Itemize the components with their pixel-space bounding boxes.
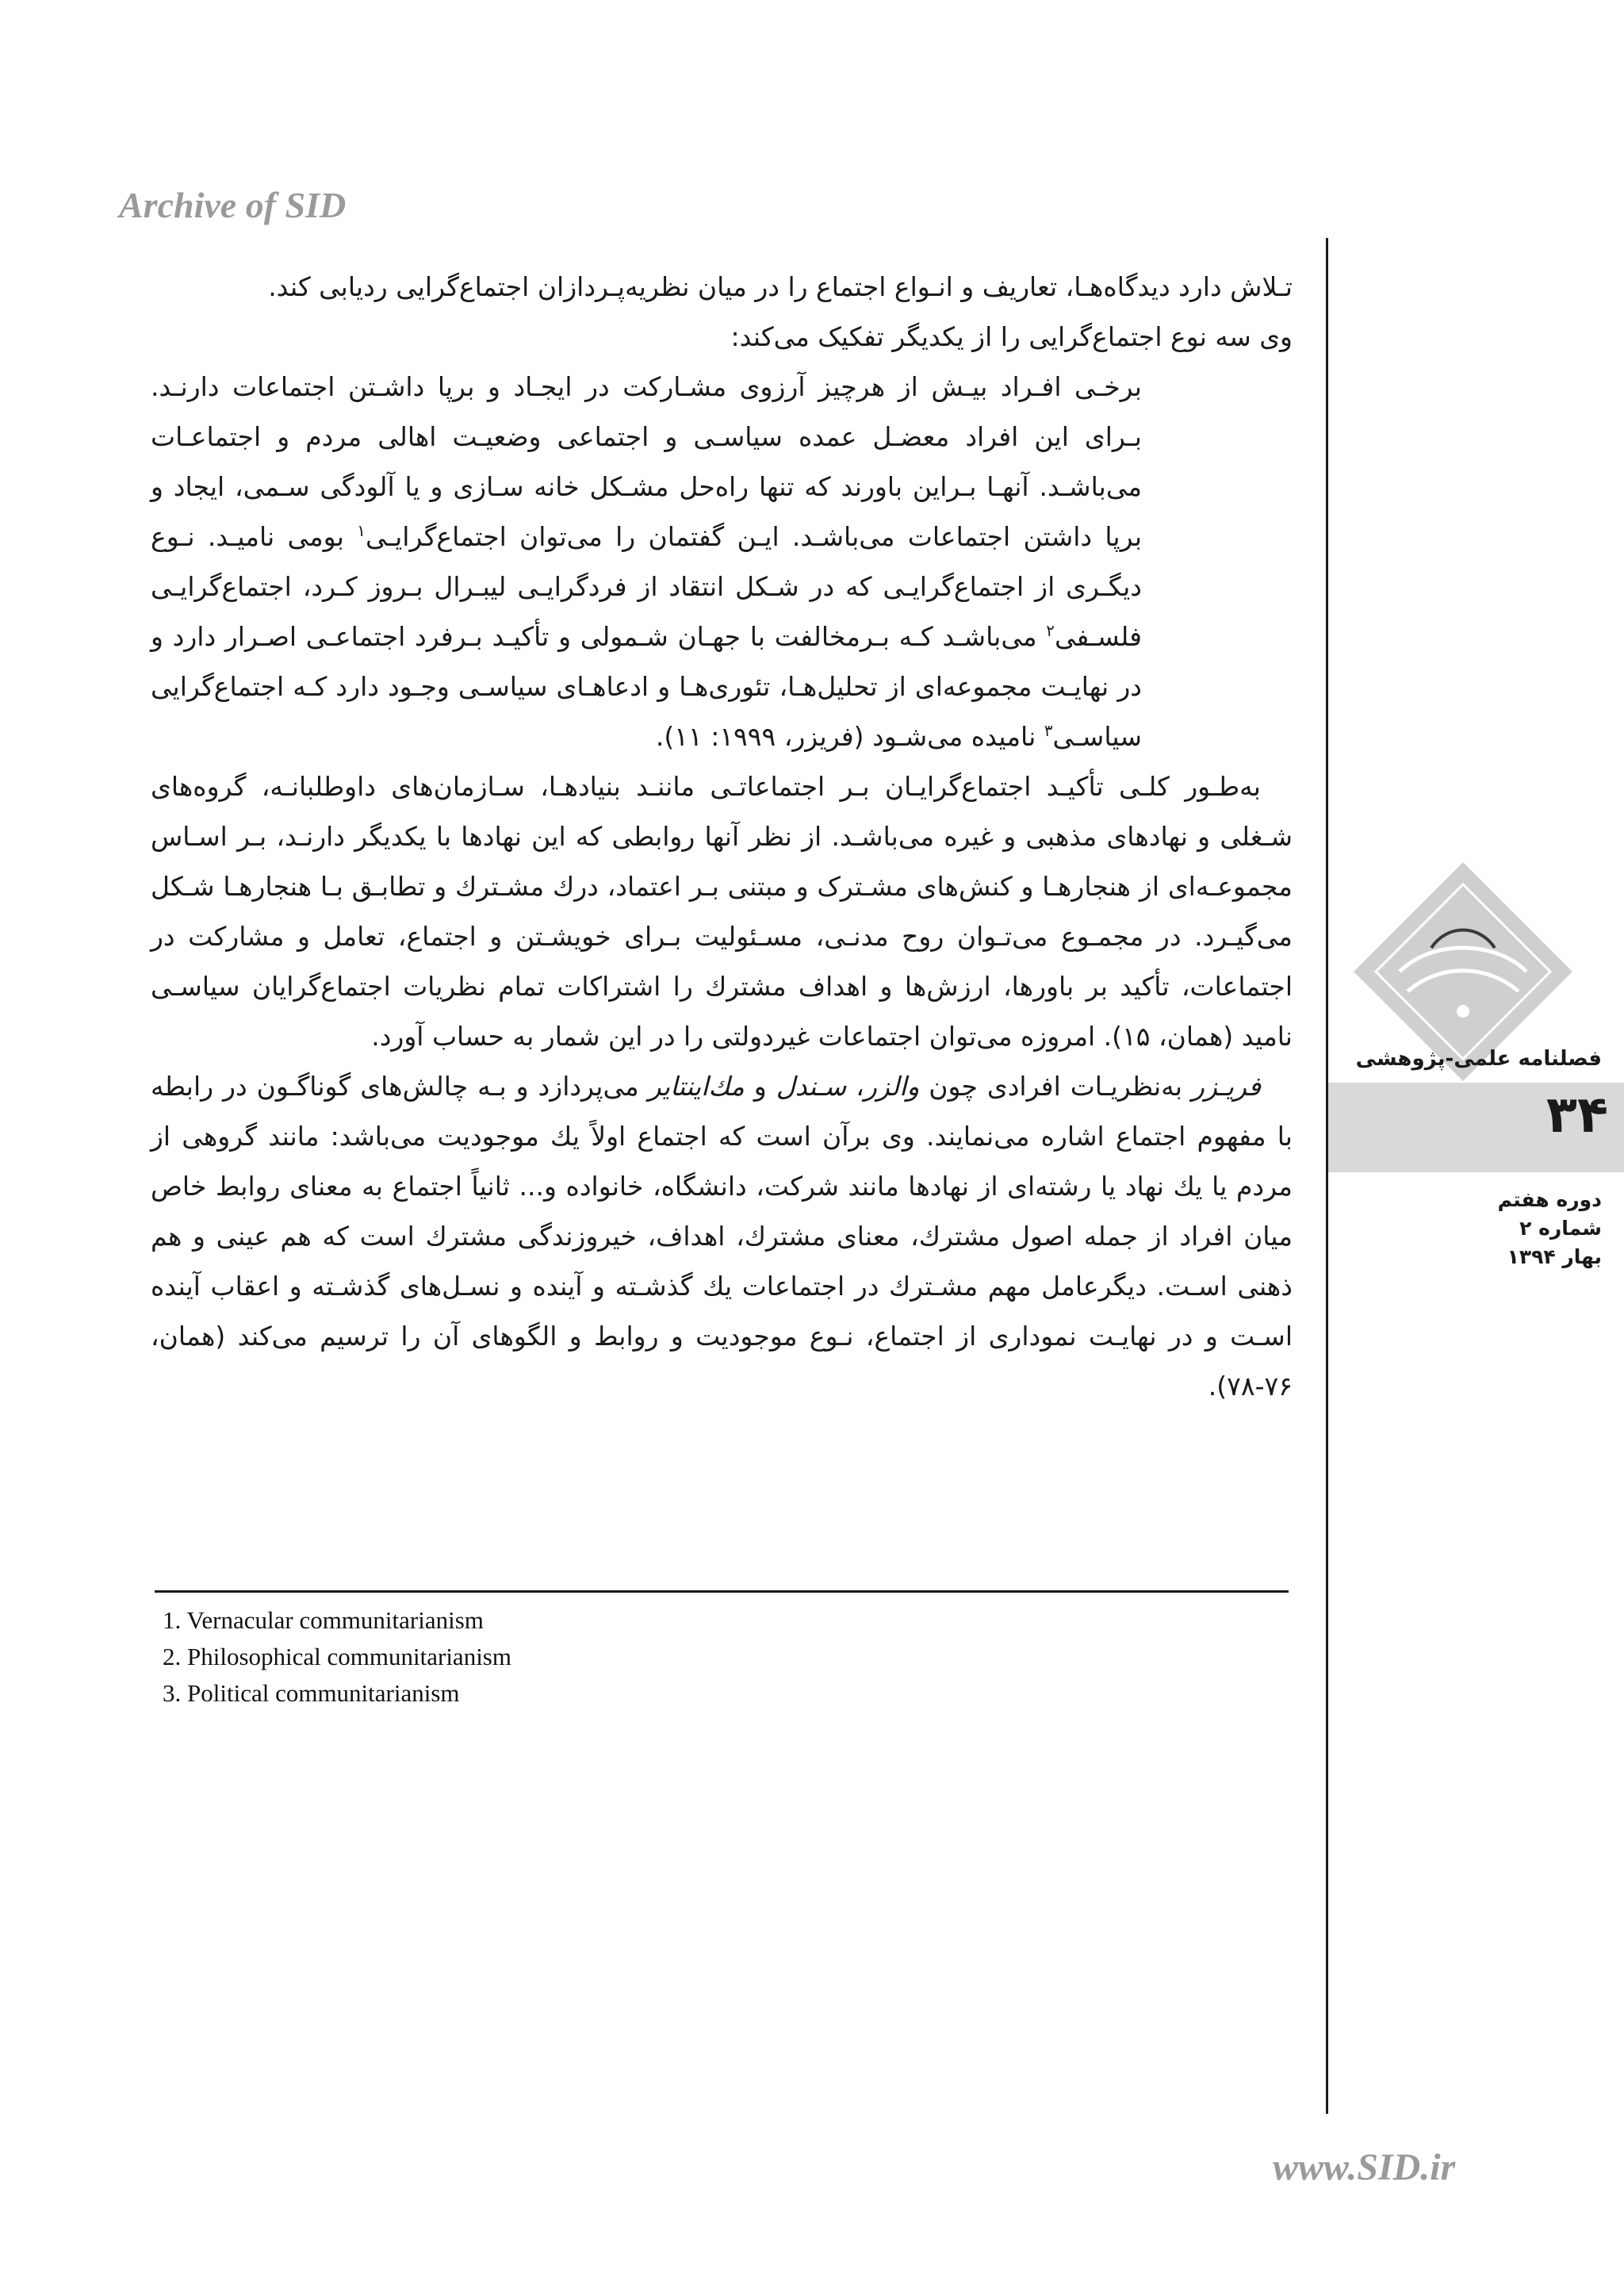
main-text-column [151, 262, 1293, 1411]
paragraph-2: به‌طـور کلـی تأکیـد اجتماع‌گرایـان بـر اجتماعاتـی ماننـد بنیادهـا، سـازمان‌های داوطلبانـه، گروه‌های شـغلی و نهادهای مذهبی و غیره می‌باشـد. از نظر آنها روابطی که این نهادها با یکدیگر دارنـد، بـر اسـاس مجموعـه‌ای از هنجارهـا و کنش‌های مشـترک و مبتنی بـر اعتماد، درك مشـترك و تطابـق بـا هنجارهـا شـکل می‌گیـرد. در مجمـوع می‌تـوان روح مدنـی، مسـئولیت بـرای خویشـتن و اجتماع، تعامل و مشارکت در اجتماعات، تأکید بر باورها، ارزش‌ها و اهداف مشترك را اشتراکات تمام نظریات اجتماع‌گرایان سیاسـی نامید (همان، ۱۵). امروزه می‌توان اجتماعات غیردولتی را در این شمار به حساب آورد. [151, 771, 1293, 1052]
sidebar-divider [1326, 238, 1328, 2114]
footnote-2: 2. Philosophical communitarianism [163, 1643, 511, 1670]
page-number-box [1328, 1083, 1624, 1172]
season: بهار ۱۳۹۴ [1507, 1245, 1602, 1268]
name-fraser: فریـزر [1192, 1071, 1262, 1102]
quote-part-d: نامیده می‌شـود (فریزر، ۱۹۹۹: ۱۱). [655, 721, 1044, 752]
quote-part-a: برخـی افـراد بیـش از هرچیز آرزوی مشـارکت در ایجـاد و برپا داشـتن اجتماعات دارنـد. بـرای این افراد معضـل عمده سیاسـی و اجتماعی وضعیـت اهالی مردم و اجتماعـات می‌باشـد. آنهـا بـراین باورند که تنها راه‌حل مشـکل خانه سـازی و یا آلودگی سـمی، ایجاد و برپا داشتن اجتماعات می‌باشـد. ایـن گفتمان را می‌توان اجتماع‌گرایـی [151, 371, 1143, 552]
footnote-marker-1: ۱ [357, 521, 366, 540]
footnote-1: 1. Vernacular communitarianism [163, 1606, 484, 1634]
intro-line-1: تـلاش دارد دیدگاه‌هـا، تعاریف و انـواع اجتماع را در میان نظریه‌پـردازان اجتماع‌گرایی ردیابی کند. [268, 271, 1293, 302]
footnote-marker-3: ۳ [1044, 721, 1053, 740]
paragraph-3-part-b: می‌پردازد و بـه چالش‌های گوناگـون در رابطه با مفهوم اجتماع اشاره می‌نمایند. وی برآن است که اجتماع اولاً یك موجودیت می‌باشد: مانند گروهی از مردم یا یك نهاد یا رشته‌ای از نهادها مانند شرکت، دانشگاه، خانواده و... ثانیاً اجتماع به معنای روابط خاص میان افراد از جمله اصول مشترك، معنای مشترك، اهداف، خیروزندگی مشترك است که هم عینی و هم ذهنی اسـت. دیگرعامل مهم مشـترك در اجتماعات یك گذشـته و آینده و نسـل‌های گذشـته و اعقاب آینده اسـت و در نهایـت نموداری از اجتماع، نـوع موجودیت و روابط و الگوهای آن را ترسیم می‌کند (همان، ۷۶-۷۸). [151, 1071, 1293, 1402]
paragraph-3-and: و [744, 1071, 776, 1102]
page-number: ۳۴ [1545, 1086, 1608, 1145]
intro-line-2: وی سه نوع اجتماع‌گرایی را از یکدیگر تفکیک می‌کند: [730, 321, 1293, 352]
volume: دوره هفتم [1497, 1188, 1602, 1211]
quote-part-c: می‌باشـد کـه بـرمخالفت با جهـان شـمولی و تأکیـد بـرفرد اجتماعـی اصـرار دارد و در نهایـت مجموعه‌ای از تحلیل‌هـا، تئوری‌هـا و ادعاهـای سیاسـی وجـود دارد کـه اجتماع‌گرایی سیاسـی [151, 621, 1142, 752]
journal-title: فصلنامه علمی-پژوهشی [1355, 1047, 1602, 1071]
footnote-3: 3. Political communitarianism [163, 1679, 460, 1707]
archive-header: Archive of SID [119, 185, 347, 225]
name-sandel: سـندل [776, 1071, 847, 1102]
quote-part-b: بومی نامیـد. نـوع دیگـری از اجتماع‌گرایـی که در شـکل انتقاد از فردگرایـی لیبـرال بـروز کـرد، اجتماع‌گرایـی فلسـفی [151, 521, 1142, 652]
issue-number: شماره ۲ [1519, 1217, 1602, 1240]
sid-watermark: www.SID.ir [1273, 2146, 1456, 2188]
block-quote-text [151, 362, 1142, 761]
paragraph-3 [151, 1061, 1293, 1411]
footnote-marker-2: ۲ [1046, 621, 1055, 640]
name-macintyre: مك‌اینتایر [648, 1071, 745, 1102]
footnote-divider [155, 1590, 1289, 1593]
name-walzer: والزر [864, 1071, 920, 1102]
paragraph-3-part-a: به‌نظریـات افرادی چون [919, 1071, 1193, 1102]
block-quote [151, 362, 1293, 761]
issue-info [1332, 1186, 1602, 1271]
footnotes [163, 1602, 1193, 1712]
paragraph-3-separator: ، [846, 1071, 864, 1102]
